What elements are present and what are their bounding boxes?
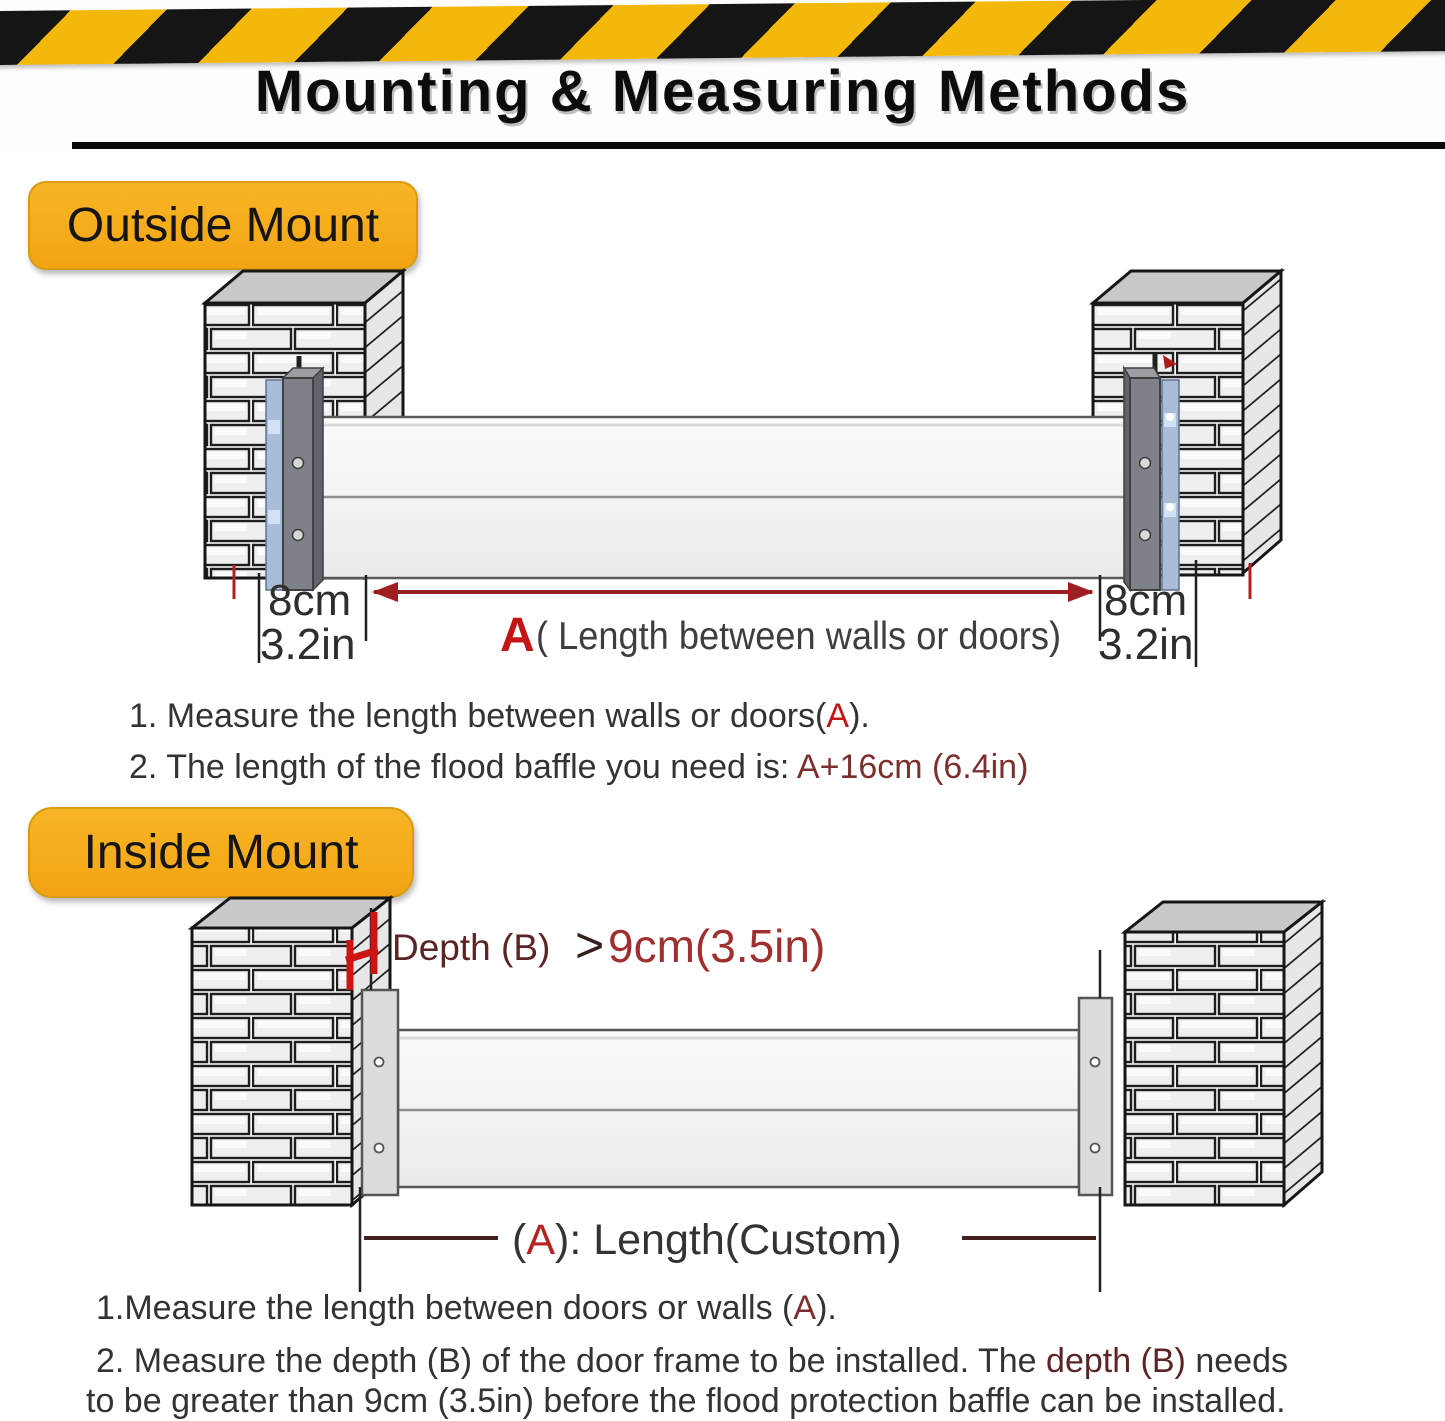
left-offset-cm: 8cm bbox=[268, 576, 352, 625]
outside-mount-diagram bbox=[0, 255, 1445, 690]
pillar-front-face bbox=[192, 928, 352, 1205]
banner-underline bbox=[72, 142, 1445, 149]
step-text: 1.Measure the length between doors or walls ( bbox=[96, 1289, 794, 1327]
greater-than-sign: > bbox=[575, 917, 605, 973]
left-offset-in: 3.2in bbox=[260, 620, 356, 669]
screw bbox=[375, 1144, 384, 1153]
page-title: Mounting & Measuring Methods bbox=[254, 59, 1191, 124]
arrow-head-right bbox=[1068, 582, 1094, 602]
length-dimension bbox=[360, 1187, 1100, 1292]
right-channel-assembly bbox=[1124, 354, 1179, 590]
header-banner bbox=[0, 0, 1445, 152]
screw bbox=[375, 1058, 384, 1067]
right-channel-assembly bbox=[1079, 950, 1112, 1195]
screw bbox=[1140, 458, 1151, 469]
strip-dot bbox=[1166, 413, 1174, 421]
length-label bbox=[512, 1216, 902, 1264]
inside-mount-label: Inside Mount bbox=[28, 807, 414, 898]
left-channel-assembly bbox=[266, 356, 323, 590]
screw bbox=[1140, 530, 1151, 541]
blue-seal-strip bbox=[1162, 380, 1179, 590]
flood-baffle-panels bbox=[320, 417, 1130, 578]
strip-mark bbox=[268, 420, 280, 434]
depth-label bbox=[392, 917, 825, 973]
step-text: ). bbox=[849, 697, 870, 735]
right-offset-cm: 8cm bbox=[1104, 576, 1188, 625]
step-text: needs bbox=[1185, 1342, 1288, 1380]
screw bbox=[1091, 1058, 1100, 1067]
screw bbox=[1091, 1144, 1100, 1153]
step-highlight: A+16cm (6.4in) bbox=[796, 748, 1029, 786]
depth-value-text: 9cm(3.5in) bbox=[608, 920, 826, 972]
inside-step-2-line2: to be greater than 9cm (3.5in) before the flood protection baffle can be installed. bbox=[86, 1382, 1286, 1420]
step-text: 2. The length of the flood baffle you need is: bbox=[129, 748, 797, 786]
depth-label-text: Depth (B) bbox=[392, 927, 551, 968]
pillar-side-face bbox=[1243, 271, 1281, 573]
channel-face bbox=[362, 990, 398, 1195]
blue-seal-strip bbox=[266, 380, 283, 590]
inside-mount-diagram bbox=[0, 872, 1445, 1297]
strip-dot bbox=[1166, 503, 1174, 511]
right-offset-in: 3.2in bbox=[1098, 620, 1194, 669]
baffle-body bbox=[398, 1030, 1079, 1187]
inside-step-1 bbox=[96, 1289, 837, 1328]
outside-step-2 bbox=[129, 748, 1028, 787]
caution-tape-stripe bbox=[0, 0, 1445, 65]
outside-step-1 bbox=[129, 697, 870, 736]
length-var: A bbox=[526, 1216, 556, 1264]
length-post: ): Length(Custom) bbox=[555, 1216, 902, 1264]
step-text: 2. Measure the depth (B) of the door frame to be installed. The bbox=[96, 1342, 1047, 1380]
channel-face bbox=[283, 378, 313, 590]
screw bbox=[293, 458, 304, 469]
outside-mount-label: Outside Mount bbox=[28, 181, 418, 270]
arrow-head-left bbox=[372, 582, 398, 602]
channel-edge bbox=[313, 368, 323, 590]
step-text: 1. Measure the length between walls or doors( bbox=[129, 697, 827, 735]
channel-face bbox=[1130, 378, 1160, 590]
step-text: ). bbox=[816, 1289, 837, 1327]
screw bbox=[293, 530, 304, 541]
left-brick-pillar bbox=[192, 898, 390, 1205]
step-highlight: depth (B) bbox=[1046, 1342, 1186, 1380]
right-brick-pillar bbox=[1125, 902, 1322, 1205]
pillar-side-face bbox=[1284, 902, 1322, 1205]
length-arrow-label: ( Length between walls or doors) bbox=[536, 615, 1061, 658]
strip-mark bbox=[268, 510, 280, 524]
step-highlight: A bbox=[826, 697, 850, 735]
channel-face bbox=[1079, 998, 1112, 1195]
pillar-front-face bbox=[1125, 932, 1284, 1205]
inside-step-2 bbox=[96, 1342, 1288, 1381]
length-var-label: A bbox=[500, 609, 535, 662]
flood-baffle-panels bbox=[398, 1030, 1079, 1187]
length-pre: ( bbox=[512, 1216, 527, 1264]
step-highlight: A bbox=[793, 1289, 817, 1327]
